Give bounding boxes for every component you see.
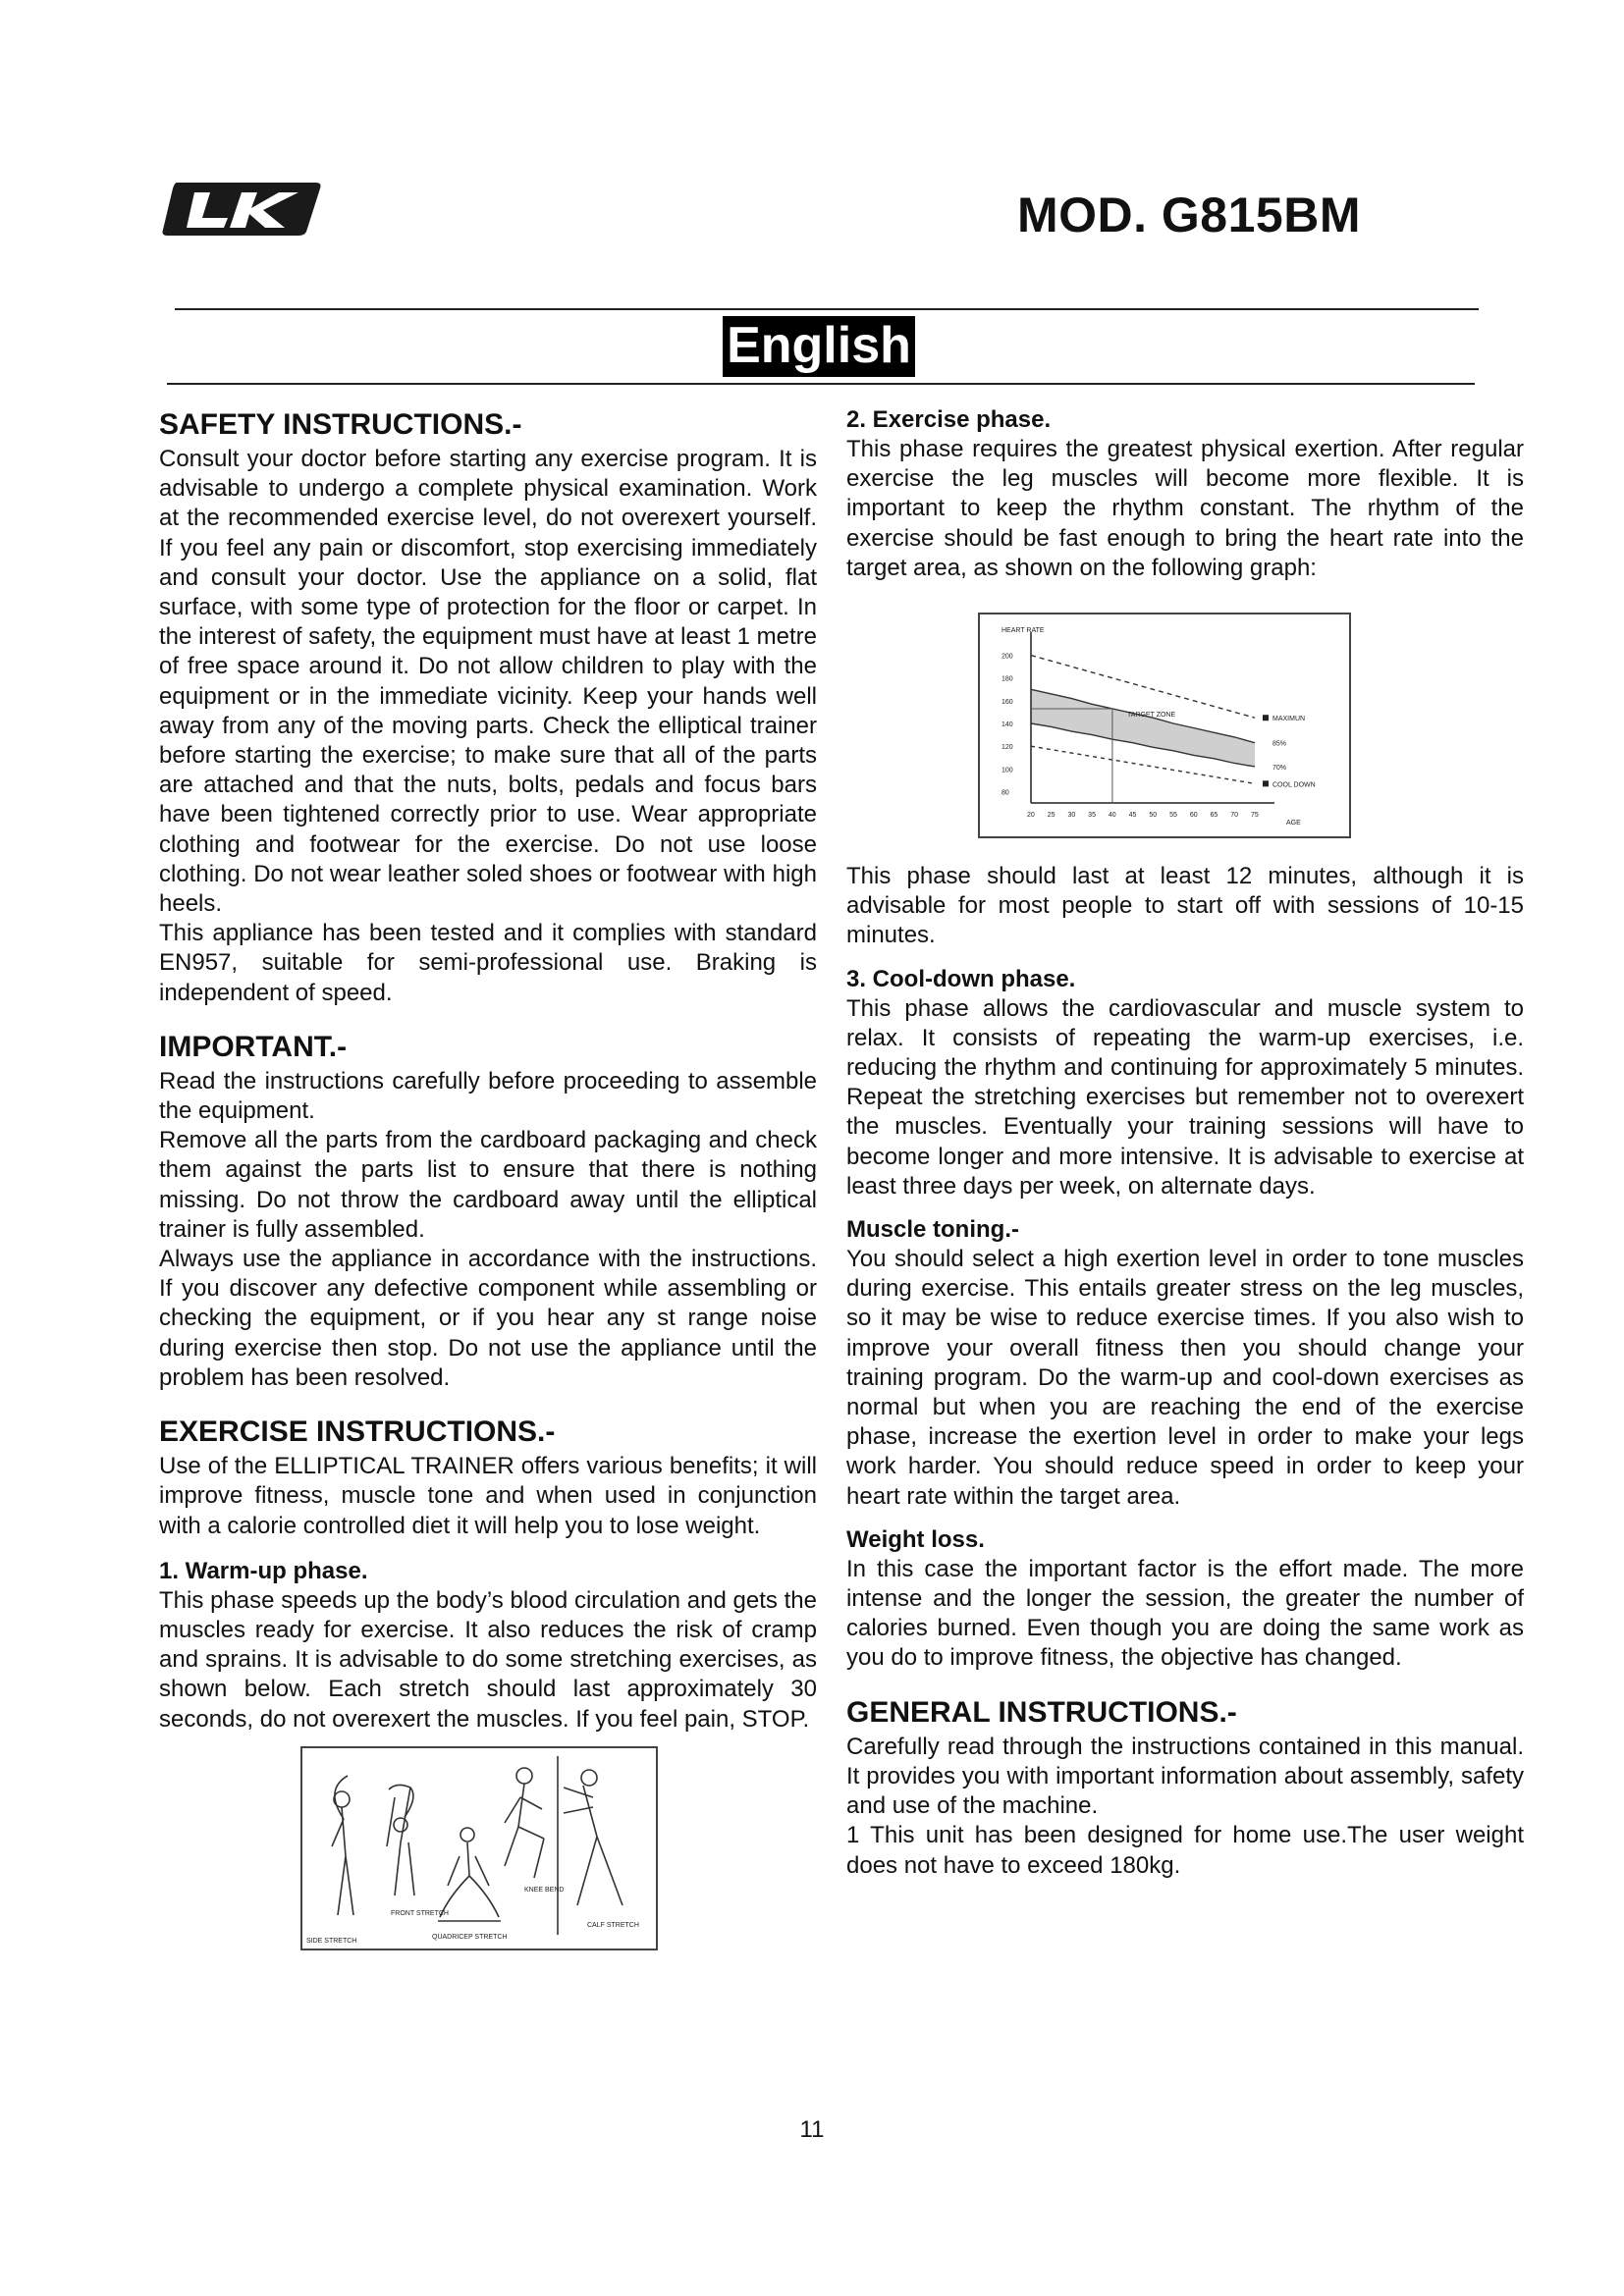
exercise-phase-body: This phase requires the greatest physical exertion. After regular exercise the leg muscles will become more flexible. It is important to keep the rhythm constant. The rhythm of the exercise should be fast enough to bring the heart rate into the target area, as shown on the following graph: xyxy=(846,436,1524,581)
x-tick-label: 65 xyxy=(1210,812,1218,820)
x-tick-label: 50 xyxy=(1149,812,1158,820)
y-tick-label: 80 xyxy=(1001,789,1009,797)
header-rule-top xyxy=(175,308,1479,310)
safety-body: Consult your doctor before starting any exercise program. It is advisable to undergo a complete physical examination. Work at the recommended exercise level, do not overexert yourself. If you feel any pain or discomfort, stop exercising immediately and consult your doctor. Use the appliance on a solid, flat surface, with some type of protection for the floor or carpet. In the interest of safety, the equipment must have at least 1 metre of free space around it. Do not allow children to play with the equipment or in the immediate vicinity. Keep your hands well away from any of the moving parts. Check the elliptical trainer before starting the exercise; to make sure that all of the parts are attached and that the nuts, bolts, pedals and focus bars have been tightened correctly prior to use. Wear appropriate clothing and footwear for the exercise. Do not use loose clothing. Do not wear leather soled shoes or footwear with high heels. xyxy=(159,446,817,918)
model-title: MOD. G815BM xyxy=(1016,187,1361,242)
important-p1: Read the instructions carefully before proceeding to assemble the equipment. xyxy=(159,1067,817,1125)
exercise-title: EXERCISE INSTRUCTIONS.- xyxy=(159,1415,556,1449)
y-tick-label: 100 xyxy=(1001,767,1013,774)
exercise-phase-after: This phase should last at least 12 minutes, although it is advisable for most people to start off with sessions of 10-15 minutes. xyxy=(846,863,1524,949)
series-label-3: COOL DOWN xyxy=(1272,781,1316,789)
series-marker-0 xyxy=(1263,715,1269,721)
front-stretch-label: FRONT STRETCH xyxy=(391,1909,449,1917)
target-zone-band xyxy=(1031,689,1255,767)
series-label-0: MAXIMUN xyxy=(1272,716,1306,723)
y-tick-label: 200 xyxy=(1001,653,1013,661)
stretch-figures xyxy=(302,1748,656,1949)
series-marker-3 xyxy=(1263,780,1269,786)
x-tick-label: 70 xyxy=(1230,812,1239,820)
x-tick-label: 45 xyxy=(1128,812,1137,820)
toning-body: You should select a high exertion level in order to tone muscles during exercise. This entails greater stress on the leg muscles, so it may be wise to reduce exercise times. If you also wish to improve your overall fitness then you should change your training program. Do the warm-up and cool-down exercises as normal but when you are reaching the end of the exercise phase, increase the exertion level in order to make your legs work harder. You should reduce speed in order to keep your heart rate within the target area. xyxy=(846,1246,1524,1510)
y-tick-label: 120 xyxy=(1001,744,1013,752)
calf-stretch-label: CALF STRETCH xyxy=(587,1921,639,1929)
warmup-body: This phase speeds up the body’s blood circulation and gets the muscles ready for exercise. It also reduces the risk of cramp and sprains. It is advisable to do some stretching exercises, as shown below. Each stretch should last approximately 30 seconds, do not overexert the muscles. If you feel pain, STOP. xyxy=(159,1586,817,1733)
x-tick-label: 35 xyxy=(1088,812,1096,820)
general-p2: 1 This unit has been designed for home use.The user weight does not have to exceed 180kg. xyxy=(846,1822,1524,1879)
x-tick-label: 40 xyxy=(1108,812,1116,820)
x-tick-label: 30 xyxy=(1067,812,1076,820)
x-tick-label: 25 xyxy=(1047,812,1056,820)
y-tick-label: 140 xyxy=(1001,721,1013,729)
important-title: IMPORTANT.- xyxy=(159,1030,348,1063)
general-title: GENERAL INSTRUCTIONS.- xyxy=(846,1695,1237,1729)
language-badge: English xyxy=(723,316,915,377)
safety-body-2: This appliance has been tested and it complies with standard EN957, suitable for semi-professional use. Braking is independent of speed. xyxy=(159,920,817,1006)
weight-body: In this case the important factor is the effort made. The more intense and the longer the session, the greater the number of calories burned. Even though you are doing the same work as you do to improve fitness, the objective has changed. xyxy=(846,1555,1524,1672)
target-zone-label: TARGET ZONE xyxy=(1127,712,1176,720)
chart-ylabel: HEART RATE xyxy=(1001,627,1045,635)
series-label-1: 85% xyxy=(1272,740,1287,748)
cooldown-body: This phase allows the cardiovascular and muscle system to relax. It consists of repeating the warm-up exercises, i.e. reducing the rhythm and continuing for approximately 5 minutes. Repeat the stretching exercises but remember not to overexert the muscles. Eventually your training sessions will have to become longer and more intensive. It is advisable to exercise at least three days per week, on alternate days. xyxy=(846,994,1524,1200)
general-p1: Carefully read through the instructions contained in this manual. It provides you with important information about assembly, safety and use of the machine. xyxy=(846,1733,1524,1820)
x-tick-label: 55 xyxy=(1169,812,1177,820)
left-column xyxy=(159,405,817,1950)
chart-xlabel: AGE xyxy=(1286,820,1301,828)
right-column xyxy=(846,405,1524,1881)
important-p2: Remove all the parts from the cardboard packaging and check them against the parts list to ensure that there is nothing missing. Do not throw the cardboard away until the elliptical trainer is fully assembled. xyxy=(159,1127,817,1243)
toning-title: Muscle toning.- xyxy=(846,1216,1019,1244)
quadricep-stretch-label: QUADRICEP STRETCH xyxy=(432,1933,508,1941)
side-stretch-label: SIDE STRETCH xyxy=(306,1937,357,1945)
header-rule-bottom xyxy=(167,383,1475,385)
warmup-title: 1. Warm-up phase. xyxy=(159,1557,368,1584)
weight-title: Weight loss. xyxy=(846,1525,985,1553)
cooldown-title: 3. Cool-down phase. xyxy=(846,965,1076,992)
safety-title: SAFETY INSTRUCTIONS.- xyxy=(159,408,522,441)
exercise-phase-title: 2. Exercise phase. xyxy=(846,406,1052,433)
stretch-illustration xyxy=(300,1746,658,1950)
important-p3: Always use the appliance in accordance with the instructions. If you discover any defective component while assembling or checking the equipment, or if you hear any st range noise during exercise then stop. Do not use the appliance until the problem has been resolved. xyxy=(159,1246,817,1391)
heart-rate-chart xyxy=(980,614,1349,836)
x-tick-label: 20 xyxy=(1027,812,1035,820)
lk-logo xyxy=(159,177,324,240)
series-label-2: 70% xyxy=(1272,764,1287,772)
x-tick-label: 60 xyxy=(1189,812,1198,820)
heart-rate-chart-box xyxy=(978,613,1351,838)
y-tick-label: 160 xyxy=(1001,698,1013,706)
knee-bend-label: KNEE BEND xyxy=(524,1886,565,1894)
page-number: 11 xyxy=(799,2116,825,2143)
x-tick-label: 75 xyxy=(1251,812,1259,820)
exercise-body: Use of the ELLIPTICAL TRAINER offers various benefits; it will improve fitness, muscle tone and when used in conjunction with a calorie controlled diet it will help you to lose weight. xyxy=(159,1453,817,1539)
y-tick-label: 180 xyxy=(1001,675,1013,683)
